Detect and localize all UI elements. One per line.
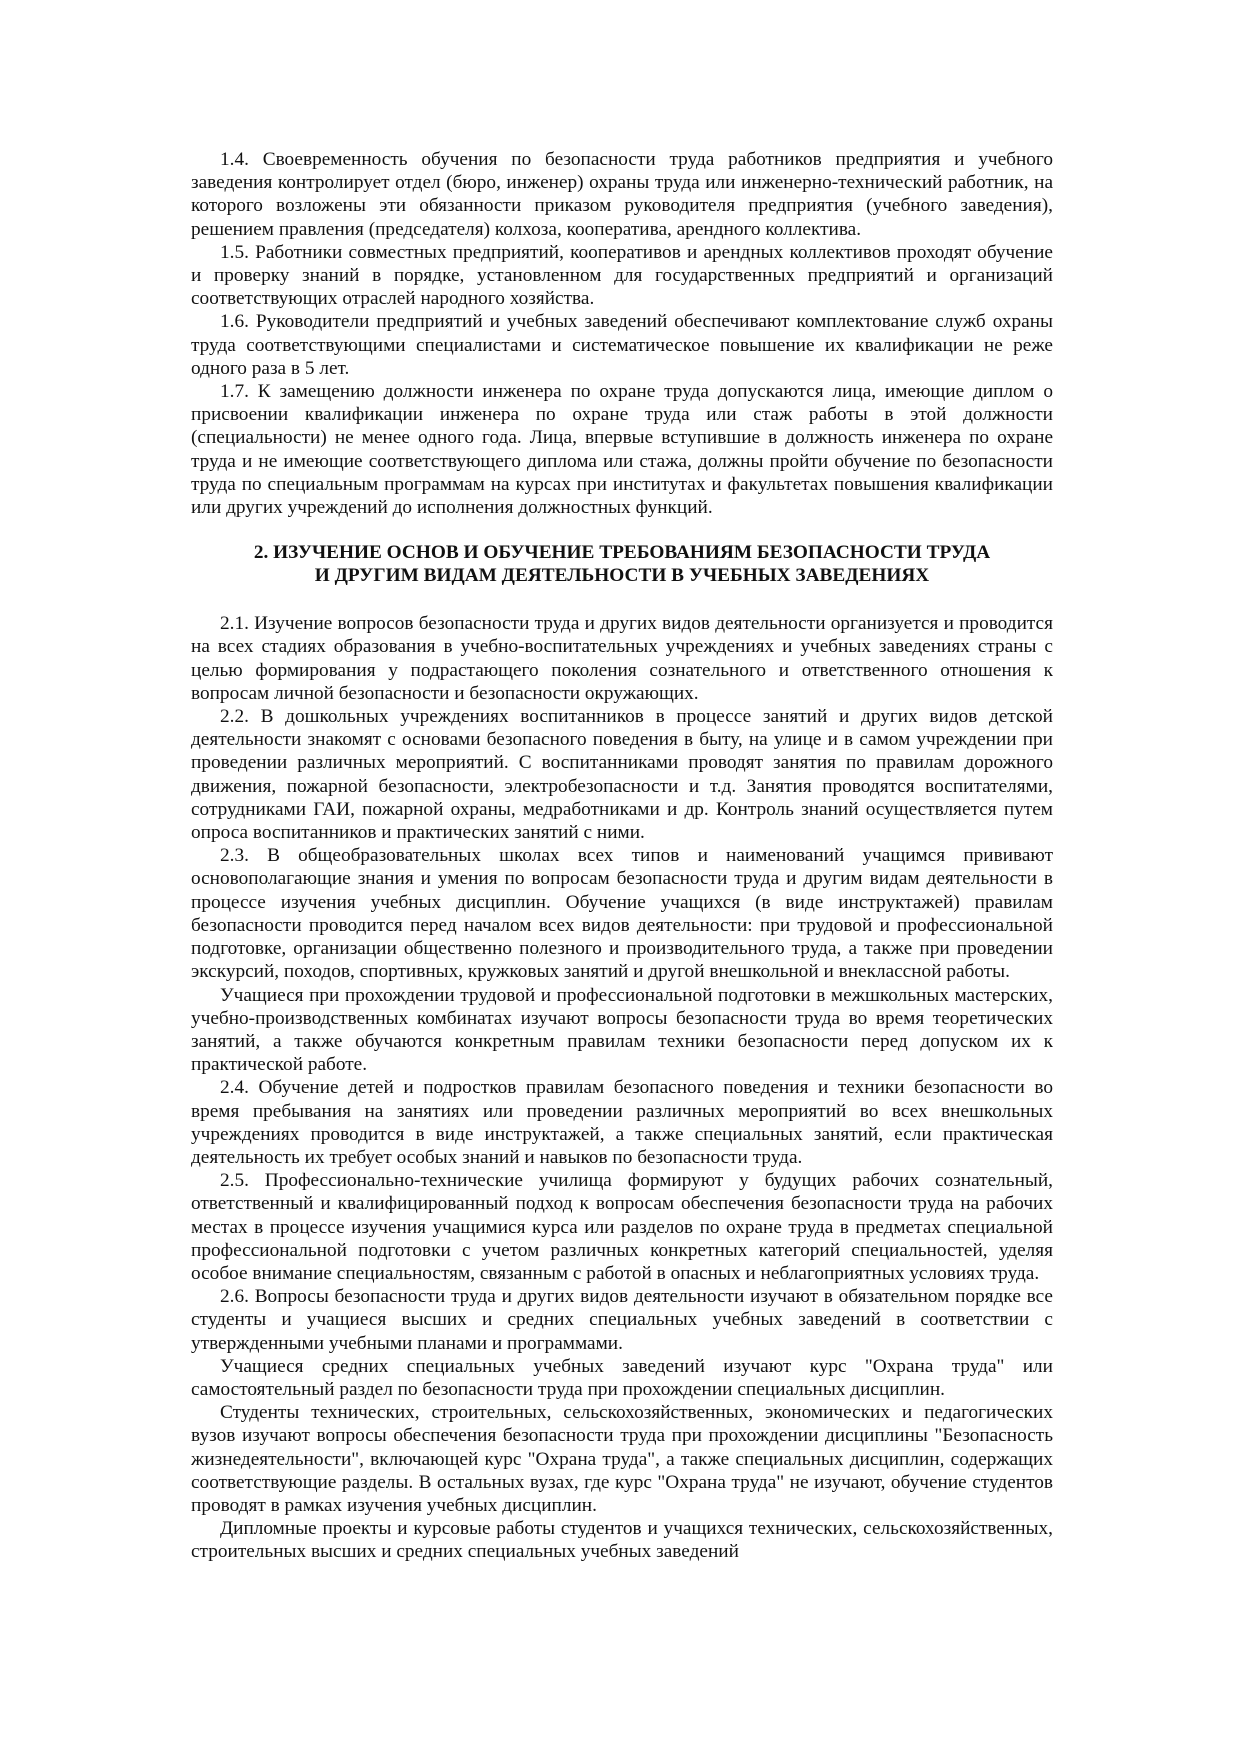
paragraph-2-6-secondary: Учащиеся средних специальных учебных заведений изучают курс "Охрана труда" или самостоятельный раздел по безопасности труда при прохождении специальных дисциплин. [191,1355,1053,1400]
paragraph-1-7: 1.7. К замещению должности инженера по охране труда допускаются лица, имеющие диплом о присвоении квалификации инженера по охране труда или стаж работы в этой должности (специальности) не менее одного года. Лица, впервые вступившие в должность инженера по охране труда и не имеющие соответствующего диплома или стажа, должны пройти обучение по безопасности труда по специальным программам на курсах при институтах и факультетах повышения квалификации или других учреждений до исполнения должностных функций. [191,381,1053,519]
paragraph-2-6: 2.6. Вопросы безопасности труда и других видов деятельности изучают в обязательном порядке все студенты и учащиеся высших и средних специальных учебных заведений в соответствии с утвержденными учебными планами и программами. [191,1286,1053,1354]
section-2-body [191,612,1053,1563]
paragraph-2-6-universities: Студенты технических, строительных, сельскохозяйственных, экономических и педагогических вузов изучают вопросы обеспечения безопасности труда при прохождении дисциплины "Безопасность жизнедеятельности", включающей курс "Охрана труда", а также специальных дисциплин, содержащих соответствующие разделы. В остальных вузах, где курс "Охрана труда" не изучают, обучение студентов проводят в рамках изучения учебных дисциплин. [191,1402,1053,1516]
paragraph-1-5: 1.5. Работники совместных предприятий, кооперативов и арендных коллективов проходят обучение и проверку знаний в порядке, установленном для государственных предприятий и организаций соответствующих отраслей народного хозяйства. [191,241,1053,310]
section-1-continued [191,148,1053,519]
document-page [191,148,1053,1564]
paragraph-2-3: 2.3. В общеобразовательных школах всех типов и наименований учащимся прививают основополагающие знания и умения по вопросам безопасности труда и другим видам деятельности в процессе изучения учебных дисциплин. Обучение учащихся (в виде инструктажей) правилам безопасности проводится перед началом всех видов деятельности: при трудовой и профессиональной подготовке, организации общественно полезного и производительного труда, а также при проведении экскурсий, походов, спортивных, кружковых занятий и другой внешкольной и внеклассной работы. [191,845,1053,983]
paragraph-1-6: 1.6. Руководители предприятий и учебных заведений обеспечивают комплектование служб охраны труда соответствующими специалистами и систематическое повышение их квалификации не реже одного раза в 5 лет. [191,311,1053,379]
paragraph-2-5: 2.5. Профессионально-технические училища формируют у будущих рабочих сознательный, ответственный и квалифицированный подход к вопросам обеспечения безопасности труда на рабочих местах в процессе изучения учащимися курса или разделов по охране труда в предметах специальной профессиональной подготовки с учетом различных конкретных категорий специальностей, уделяя особое внимание специальностям, связанным с работой в опасных и неблагоприятных условиях труда. [191,1170,1053,1284]
paragraph-2-6-diploma: Дипломные проекты и курсовые работы студентов и учащихся технических, сельскохозяйственных, строительных высших и средних специальных учебных заведений [191,1518,1053,1563]
paragraph-2-1: 2.1. Изучение вопросов безопасности труда и других видов деятельности организуется и проводится на всех стадиях образования в учебно-воспитательных учреждениях и учебных заведениях страны с целью формирования у подрастающего поколения сознательного и ответственного отношения к вопросам личной безопасности и безопасности окружающих. [191,613,1053,704]
section-2-heading-line-2: И ДРУГИМ ВИДАМ ДЕЯТЕЛЬНОСТИ В УЧЕБНЫХ ЗАВЕДЕНИЯХ [314,565,930,587]
paragraph-2-4: 2.4. Обучение детей и подростков правилам безопасного поведения и техники безопасности во время пребывания на занятиях или проведении различных мероприятий во всех внешкольных учреждениях проводится в виде инструктажей, а также специальных занятий, если практическая деятельность их требует особых знаний и навыков по безопасности труда. [191,1077,1053,1168]
paragraph-2-3-students: Учащиеся при прохождении трудовой и профессиональной подготовки в межшкольных мастерских, учебно-производственных комбинатах изучают вопросы безопасности труда во время теоретических занятий, а также обучаются конкретным правилам техники безопасности перед допуском их к практической работе. [191,984,1053,1076]
paragraph-1-4: 1.4. Своевременность обучения по безопасности труда работников предприятия и учебного заведения контролирует отдел (бюро, инженер) охраны труда или инженерно-технический работник, на которого возложены эти обязанности приказом руководителя предприятия (учебного заведения), решением правления (председателя) колхоза, кооператива, арендного коллектива. [191,149,1053,240]
section-2-heading [191,541,1053,587]
section-2-heading-line-1: 2. ИЗУЧЕНИЕ ОСНОВ И ОБУЧЕНИЕ ТРЕБОВАНИЯМ БЕЗОПАСНОСТИ ТРУДА [253,542,991,564]
paragraph-2-2: 2.2. В дошкольных учреждениях воспитанников в процессе занятий и других видов детской деятельности знакомят с основами безопасного поведения в быту, на улице и в самом учреждении при проведении различных мероприятий. С воспитанниками проводят занятия по правилам дорожного движения, пожарной безопасности, электробезопасности и т.д. Занятия проводятся воспитателями, сотрудниками ГАИ, пожарной охраны, медработниками и др. Контроль знаний осуществляется путем опроса воспитанников и практических занятий с ними. [191,706,1053,844]
